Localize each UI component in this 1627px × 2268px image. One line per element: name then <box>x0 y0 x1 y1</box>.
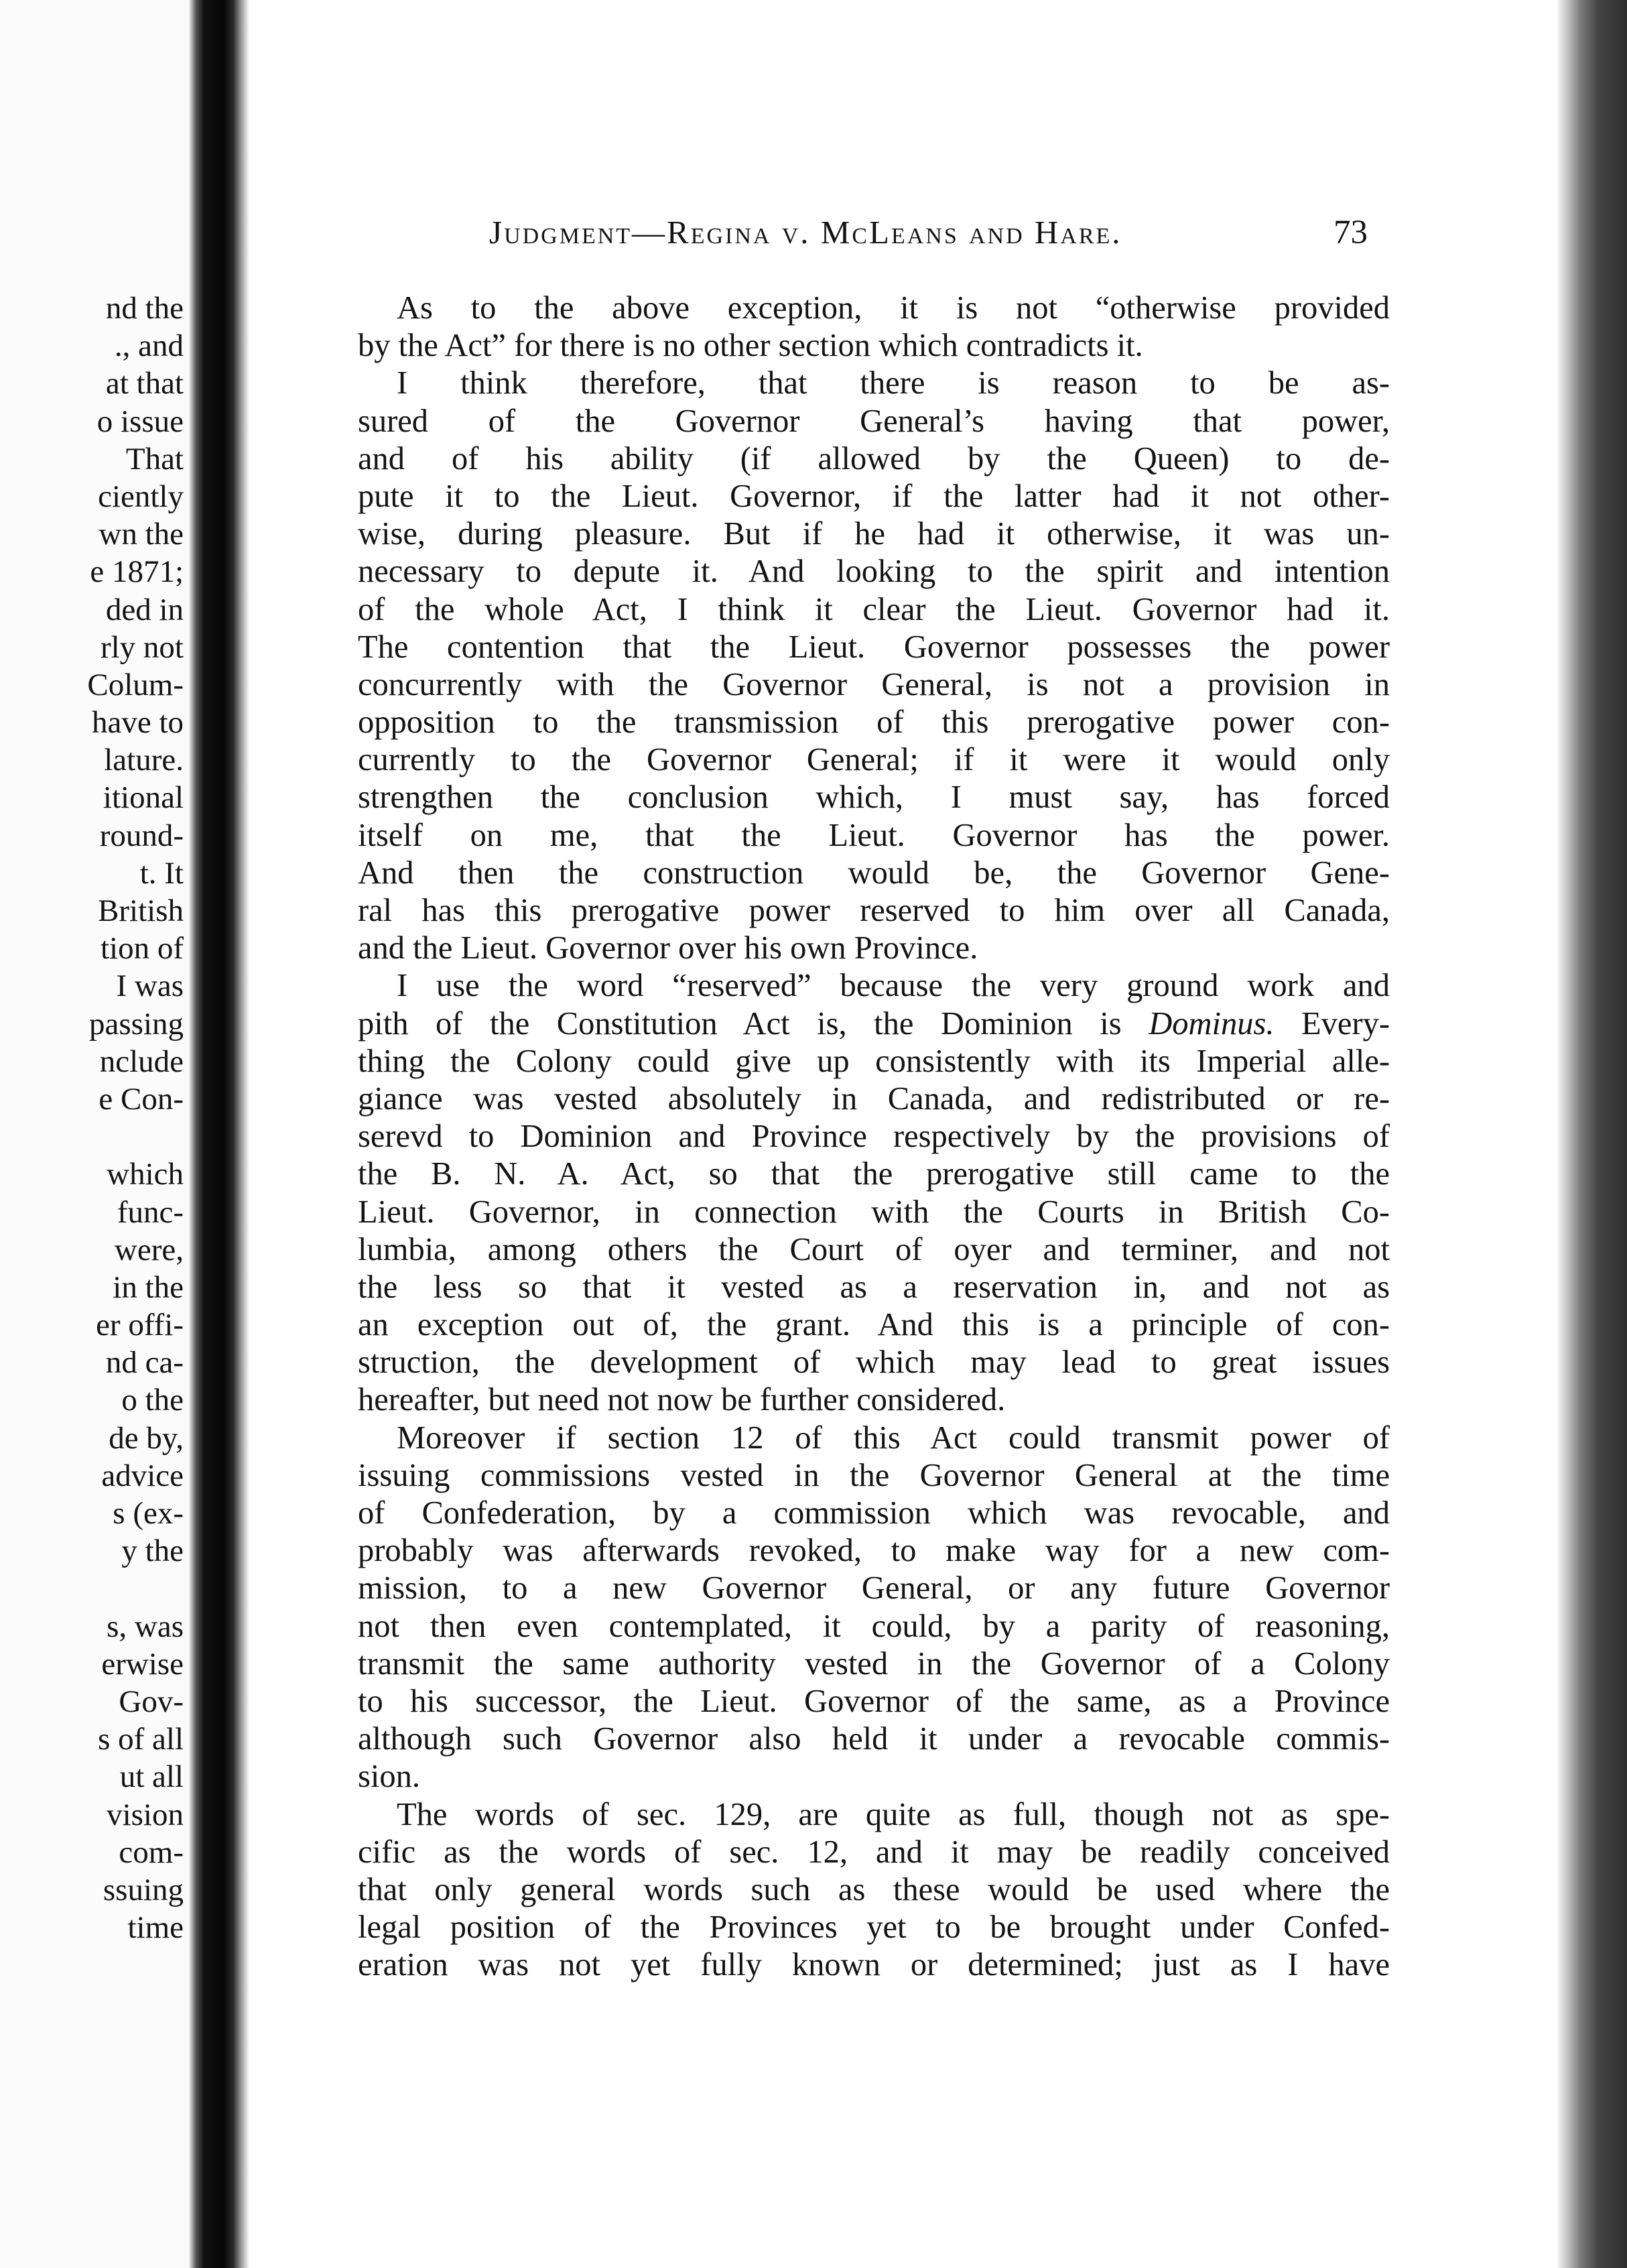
text-line: giance was vested absolutely in Canada, and redistributed or re- <box>358 1080 1390 1117</box>
running-head: Judgment—Regina v. McLeans and Hare. <box>489 214 1122 251</box>
text-line: I think therefore, that there is reason to be as- <box>397 365 1390 401</box>
facing-line: s, was <box>107 1609 184 1644</box>
text-line: the less so that it vested as a reservation in, and not as <box>358 1269 1390 1305</box>
facing-line: which <box>107 1157 184 1192</box>
text-line: and of his ability (if allowed by the Queen) to de- <box>358 440 1390 477</box>
text-line: sion. <box>358 1759 420 1795</box>
facing-line: time <box>127 1910 184 1946</box>
text-line: legal position of the Provinces yet to be brought under Confed- <box>358 1909 1390 1946</box>
facing-line: y the <box>121 1533 184 1569</box>
text-line: And then the construction would be, the Governor Gene- <box>358 855 1390 891</box>
facing-line: o issue <box>96 403 184 439</box>
facing-line: at that <box>105 366 184 401</box>
facing-line: That <box>125 441 184 477</box>
text-line: wise, during pleasure. But if he had it otherwise, it was un- <box>358 516 1390 552</box>
text-run: Every- <box>1274 1005 1390 1042</box>
facing-line: s of all <box>98 1722 184 1757</box>
text-line: ral has this prerogative power reserved to him over all Canada, <box>358 893 1390 928</box>
facing-line: in the <box>113 1269 184 1305</box>
facing-line: lature. <box>104 743 184 778</box>
text-line: As to the above exception, it is not “otherwise provided <box>397 290 1390 326</box>
text-line: strengthen the conclusion which, I must say, has forced <box>358 779 1390 816</box>
facing-line: e Con- <box>99 1081 184 1117</box>
italic-word: Dominus. <box>1149 1005 1275 1042</box>
text-line: transmit the same authority vested in the Governor of a Colony <box>358 1645 1390 1682</box>
text-line: The words of sec. 129, are quite as full, though not as spe- <box>397 1796 1390 1832</box>
text-line: currently to the Governor General; if it were it would only <box>358 742 1390 778</box>
facing-line: nd ca- <box>105 1345 184 1381</box>
facing-line: nclude <box>99 1044 184 1079</box>
facing-line: wn the <box>99 517 184 552</box>
text-line: struction, the development of which may lead to great issues <box>358 1344 1390 1381</box>
text-line: although such Governor also held it under a revocable commis- <box>358 1721 1390 1757</box>
facing-line: ., and <box>114 328 184 364</box>
text-line: the B. N. A. Act, so that the prerogative still came to the <box>358 1156 1390 1192</box>
facing-line-gap <box>0 1118 184 1155</box>
facing-line: I was <box>116 968 184 1004</box>
facing-line: vision <box>107 1797 184 1832</box>
facing-page-text <box>0 290 184 1946</box>
facing-line: itional <box>103 780 184 816</box>
text-line: necessary to depute it. And looking to the spirit and intention <box>358 554 1390 590</box>
facing-line: Gov- <box>119 1684 184 1719</box>
facing-line: have to <box>91 705 184 741</box>
text-line: not then even contemplated, it could, by a parity of reasoning, <box>358 1608 1390 1644</box>
text-line: concurrently with the Governor General, is not a provision in <box>358 666 1390 702</box>
text-line: Moreover if section 12 of this Act could transmit power of <box>397 1420 1390 1456</box>
text-line: itself on me, that the Lieut. Governor has the power. <box>358 817 1390 853</box>
text-line-with-italic <box>358 1005 1390 1043</box>
facing-line: t. It <box>139 855 184 891</box>
facing-line: rly not <box>100 629 184 665</box>
text-run: pith of the Constitution Act is, the Dominion is <box>358 1005 1122 1042</box>
facing-page-fragment <box>0 0 194 2268</box>
facing-line: passing <box>89 1006 184 1042</box>
text-line: lumbia, among others the Court of oyer and terminer, and not <box>358 1231 1390 1267</box>
text-line: by the Act” for there is no other section which contradicts it. <box>358 328 1143 364</box>
facing-line: de by, <box>109 1420 184 1456</box>
text-line: to his successor, the Lieut. Governor of the same, as a Province <box>358 1683 1390 1719</box>
page-body <box>358 290 1390 1984</box>
facing-line: ssuing <box>103 1872 184 1907</box>
facing-line: com- <box>119 1834 184 1870</box>
text-line: cific as the words of sec. 12, and it may be readily conceived <box>358 1834 1390 1870</box>
text-line: The contention that the Lieut. Governor possesses the power <box>358 629 1390 665</box>
text-line: sured of the Governor General’s having that power, <box>358 403 1390 439</box>
book-gutter <box>189 0 249 2268</box>
facing-line: er offi- <box>96 1308 184 1343</box>
facing-line: were, <box>114 1232 184 1267</box>
text-line: of Confederation, by a commission which was revocable, and <box>358 1495 1390 1531</box>
text-line: thing the Colony could give up consistently with its Imperial alle- <box>358 1043 1390 1079</box>
facing-line: British <box>98 893 184 928</box>
facing-line: nd the <box>105 291 184 326</box>
text-line: an exception out of, the grant. And this is a principle of con- <box>358 1307 1390 1343</box>
text-line: opposition to the transmission of this prerogative power con- <box>358 704 1390 741</box>
text-line: and the Lieut. Governor over his own Province. <box>358 930 978 966</box>
facing-line: tion of <box>100 931 184 966</box>
text-line: that only general words such as these would be used where the <box>358 1871 1390 1907</box>
text-line: issuing commissions vested in the Governor General at the time <box>358 1457 1390 1493</box>
text-line: Lieut. Governor, in connection with the Courts in British Co- <box>358 1194 1390 1230</box>
facing-line: Colum- <box>87 667 184 702</box>
text-line: probably was afterwards revoked, to make way for a new com- <box>358 1533 1390 1569</box>
facing-line: advice <box>101 1458 184 1493</box>
facing-line: o the <box>121 1383 184 1418</box>
text-line: serevd to Dominion and Province respectively by the provisions of <box>358 1119 1390 1155</box>
facing-line: erwise <box>101 1646 184 1682</box>
text-line: eration was not yet fully known or determined; just as I have <box>358 1947 1390 1983</box>
facing-line: s (ex- <box>113 1496 184 1531</box>
facing-line: func- <box>117 1194 184 1230</box>
page-number: 73 <box>1333 214 1368 251</box>
facing-line: ded in <box>105 592 184 627</box>
facing-line: round- <box>99 818 184 853</box>
text-line: I use the word “reserved” because the very ground work and <box>397 968 1390 1004</box>
facing-line: ciently <box>98 479 184 514</box>
text-line: of the whole Act, I think it clear the Lieut. Governor had it. <box>358 591 1390 627</box>
text-line: mission, to a new Governor General, or any future Governor <box>358 1570 1390 1606</box>
text-line: pute it to the Lieut. Governor, if the latter had it not other- <box>358 478 1390 514</box>
page-edge-shadow <box>1558 0 1627 2268</box>
text-line: hereafter, but need not now be further considered. <box>358 1382 1006 1418</box>
facing-line: ut all <box>119 1759 184 1795</box>
facing-line: e 1871; <box>90 554 184 590</box>
facing-line-gap <box>0 1570 184 1607</box>
